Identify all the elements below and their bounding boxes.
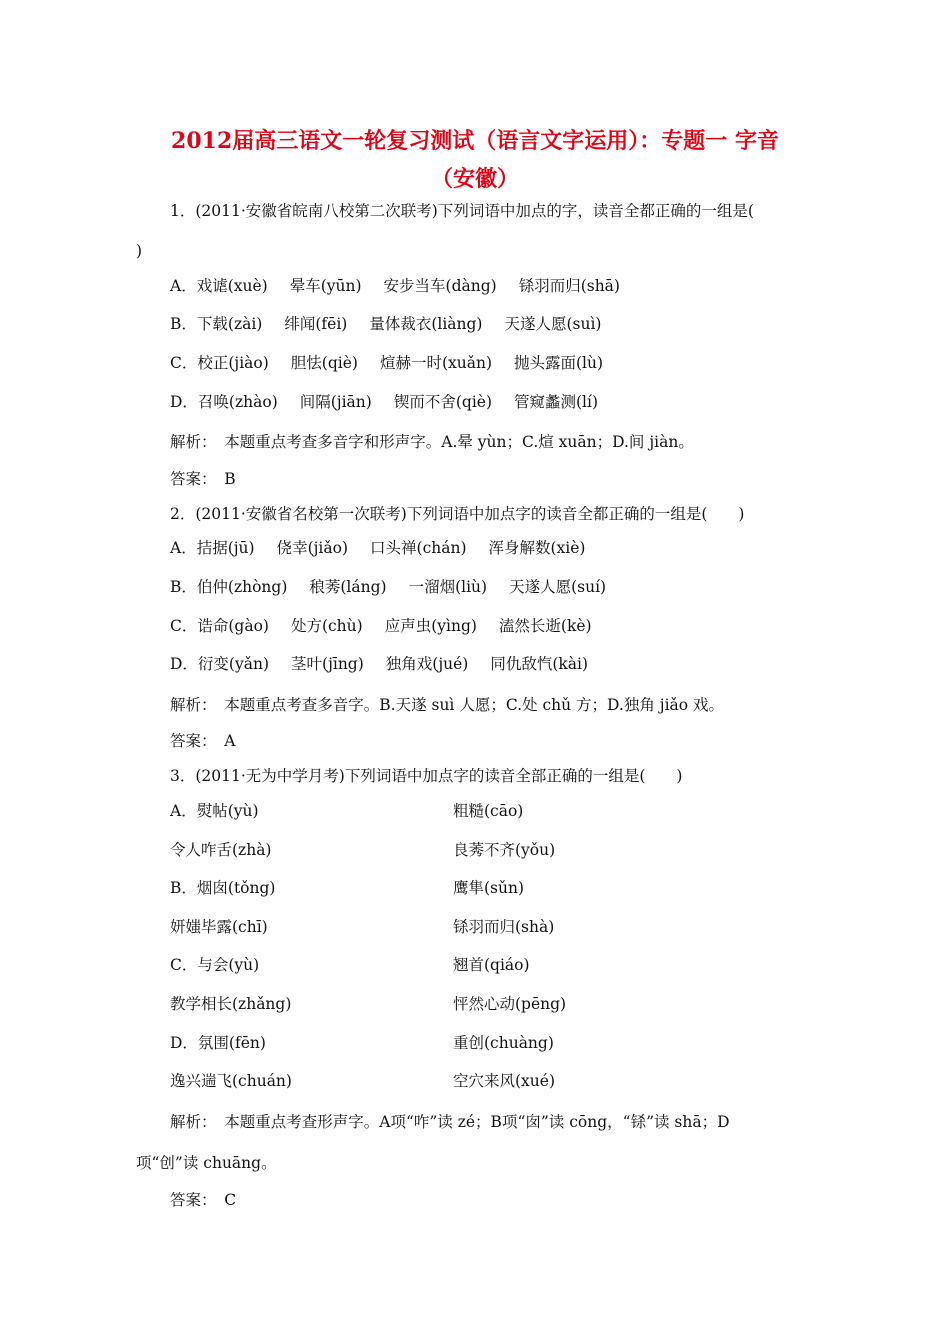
- q2-stem: 2．(2011·安徽省名校第一次联考)下列词语中加点字的读音全都正确的一组是( ): [170, 505, 745, 523]
- q3-row-8-left: 逸兴遄飞(chuán): [170, 1072, 292, 1090]
- q1-c-2: 胆怯(qiè): [290, 354, 358, 372]
- q2-a-4: 浑身解数(xiè): [488, 539, 586, 557]
- q2-a-1: A．拮据(jū): [170, 539, 255, 557]
- q1-option-d: [170, 395, 620, 411]
- q2-b-1: B．伯仲(zhòng): [170, 578, 288, 596]
- q3-row-3-left: B．烟囱(tǒng): [170, 879, 276, 897]
- q2-c-2: 处方(chù): [290, 617, 363, 635]
- q3-row-8-right: 空穴来风(xué): [453, 1072, 555, 1090]
- q3-row-6-right: 怦然心动(pēng): [453, 995, 567, 1013]
- q1-d-1: D．召唤(zhào): [170, 393, 278, 411]
- q3-row-4-left: 妍媸毕露(chī): [170, 918, 268, 936]
- q3-row-4-right: 铩羽而归(shà): [453, 918, 555, 936]
- q1-a-3: 安步当车(dàng): [383, 277, 497, 295]
- q2-option-b: [170, 580, 628, 596]
- q1-b-4: 天遂人愿(suì): [504, 315, 602, 333]
- q1-c-3: 煊赫一时(xuǎn): [379, 354, 492, 372]
- q3-row-2-right: 良莠不齐(yǒu): [453, 841, 556, 859]
- q2-a-3: 口头禅(chán): [370, 539, 467, 557]
- q2-d-1: D．衍变(yǎn): [170, 655, 270, 673]
- q1-option-a: [170, 279, 642, 295]
- q1-a-2: 晕车(yūn): [289, 277, 362, 295]
- q2-c-1: C．诰命(gào): [170, 617, 269, 635]
- q3-row-6-left: 教学相长(zhǎng): [170, 995, 292, 1013]
- q1-a-1: A．戏谑(xuè): [170, 277, 268, 295]
- q3-row-7-left: D．氛围(fēn): [170, 1034, 266, 1052]
- q1-d-4: 管窥蠡测(lí): [514, 393, 599, 411]
- q3-row-2-left: 令人咋舌(zhà): [170, 841, 272, 859]
- doc-title-line1: 2012届高三语文一轮复习测试（语言文字运用）：专题一 字音: [171, 128, 779, 154]
- q1-analysis: 解析： 本题重点考查多音字和形声字。A.晕 yùn；C.煊 xuān；D.间 jiàn。: [170, 433, 694, 451]
- q1-stem-end: ): [136, 242, 143, 260]
- q1-option-b: [170, 317, 623, 333]
- q3-row-7-right: 重创(chuàng): [453, 1034, 554, 1052]
- q3-row-1-right: 粗糙(cāo): [453, 802, 524, 820]
- q2-d-3: 独角戏(jué): [385, 655, 469, 673]
- q1-c-4: 抛头露面(lù): [514, 354, 604, 372]
- q2-b-2: 稂莠(láng): [309, 578, 387, 596]
- doc-title-line2: （安徽）: [430, 166, 519, 192]
- q1-c-1: C．校正(jiào): [170, 354, 269, 372]
- q3-row-1-left: A．熨帖(yù): [170, 802, 259, 820]
- q3-row-5-right: 翘首(qiáo): [453, 956, 530, 974]
- q2-answer: 答案： A: [170, 732, 236, 750]
- q2-a-2: 侥幸(jiǎo): [276, 539, 349, 557]
- q2-c-3: 应声虫(yìng): [384, 617, 477, 635]
- q1-b-1: B．下载(zài): [170, 315, 263, 333]
- q1-d-2: 间隔(jiān): [299, 393, 372, 411]
- q2-option-d: [170, 657, 610, 673]
- q2-c-4: 溘然长逝(kè): [498, 617, 592, 635]
- q2-b-3: 一溜烟(liù): [408, 578, 488, 596]
- q1-answer: 答案： B: [170, 470, 236, 488]
- q1-option-c: [170, 356, 625, 372]
- q3-analysis-line2: 项“创”读 chuāng。: [136, 1154, 277, 1172]
- q3-answer: 答案： C: [170, 1191, 237, 1209]
- q2-d-4: 同仇敌忾(kài): [490, 655, 589, 673]
- q2-b-4: 天遂人愿(suí): [509, 578, 607, 596]
- q1-a-4: 铩羽而归(shā): [518, 277, 620, 295]
- q2-d-2: 茎叶(jīng): [291, 655, 364, 673]
- q1-b-2: 绯闻(fēi): [284, 315, 348, 333]
- q1-b-3: 量体裁衣(liàng): [369, 315, 483, 333]
- q2-option-a: [170, 541, 607, 557]
- q3-stem: 3．(2011·无为中学月考)下列词语中加点字的读音全部正确的一组是( ): [170, 767, 683, 785]
- q2-option-c: [170, 619, 614, 635]
- q2-analysis: 解析： 本题重点考查多音字。B.天遂 suì 人愿；C.处 chǔ 方；D.独角 jiǎo 戏。: [170, 696, 725, 714]
- q3-analysis-line1: 解析： 本题重点考查形声字。A项“咋”读 zé；B项“囱”读 cōng，“铩”读 shā；D: [170, 1113, 730, 1131]
- q3-row-5-left: C．与会(yù): [170, 956, 260, 974]
- q3-row-3-right: 鹰隼(sǔn): [453, 879, 525, 897]
- q1-stem: 1．(2011·安徽省皖南八校第二次联考)下列词语中加点的字，读音全都正确的一组是(: [170, 202, 754, 220]
- q1-d-3: 锲而不舍(qiè): [393, 393, 492, 411]
